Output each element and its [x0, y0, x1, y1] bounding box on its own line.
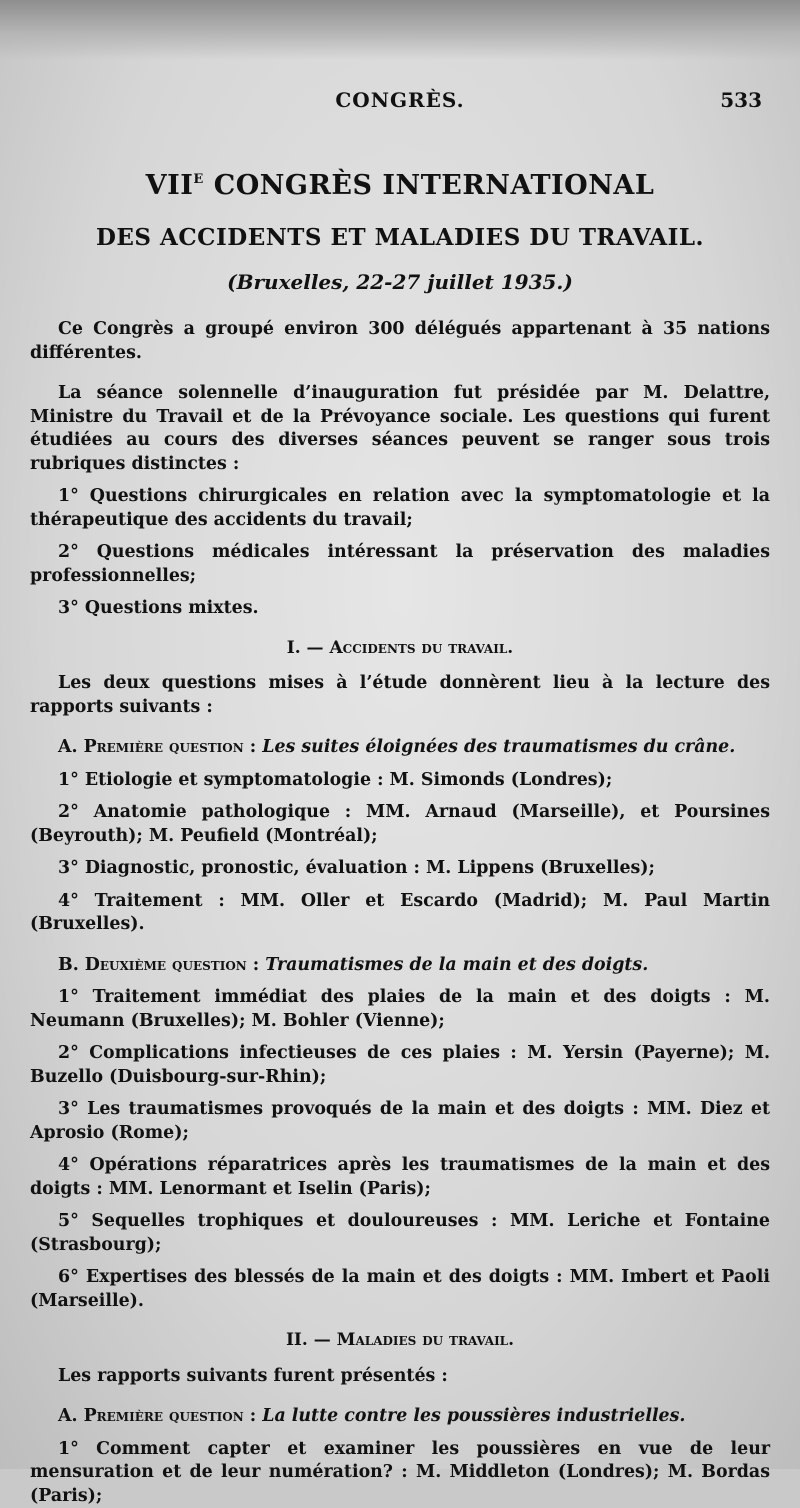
report-item: 1° Comment capter et examiner les poussières en vue de leur mensuration et de leur numération? : M. Middleton (Londres); M. Bordas (Paris); — [30, 1438, 770, 1508]
question-label: A. Première question : — [58, 737, 256, 757]
report-item: 2° Complications infectieuses de ces plaies : M. Yersin (Payerne); M. Buzello (Duisbourg-sur-Rhin); — [30, 1042, 770, 1089]
rubric-item: 1° Questions chirurgicales en relation avec la symptomatologie et la thérapeutique des accidents du travail; — [30, 485, 770, 532]
report-item: 4° Opérations réparatrices après les traumatismes de la main et des doigts : MM. Lenormant et Iselin (Paris); — [30, 1154, 770, 1201]
article-body — [30, 318, 770, 1508]
section-lead: Les rapports suivants furent présentés : — [30, 1365, 770, 1389]
intro-paragraph: La séance solennelle d’inauguration fut présidée par M. Delattre, Ministre du Travail et de la Prévoyance sociale. Les questions qui furent étudiées au cours des diverses séances peuvent se ranger sous trois rubriques distinctes : — [30, 382, 770, 476]
section-lead: Les deux questions mises à l’étude donnèrent lieu à la lecture des rapports suivants : — [30, 672, 770, 719]
report-item: 5° Sequelles trophiques et douloureuses : MM. Leriche et Fontaine (Strasbourg); — [30, 1210, 770, 1257]
section-title: Maladies du travail. — [337, 1330, 514, 1350]
roman-superscript: E — [193, 172, 203, 187]
report-item: 3° Diagnostic, pronostic, évaluation : M. Lippens (Bruxelles); — [30, 857, 770, 881]
question-label: B. Deuxième question : — [58, 955, 259, 975]
report-item: 6° Expertises des blessés de la main et des doigts : MM. Imbert et Paoli (Marseille). — [30, 1266, 770, 1313]
report-item: 1° Etiologie et symptomatologie : M. Simonds (Londres); — [30, 769, 770, 793]
article-title — [0, 170, 800, 201]
question-title: Traumatismes de la main et des doigts. — [265, 955, 648, 975]
title-line-1: CONGRÈS INTERNATIONAL — [214, 170, 655, 201]
report-item: 2° Anatomie pathologique : MM. Arnaud (Marseille), et Poursines (Beyrouth); M. Peufield (Montréal); — [30, 801, 770, 848]
page-header — [0, 84, 800, 120]
report-item: 3° Les traumatismes provoqués de la main et des doigts : MM. Diez et Aprosio (Rome); — [30, 1098, 770, 1145]
rubric-item: 2° Questions médicales intéressant la préservation des maladies professionnelles; — [30, 541, 770, 588]
dateline: (Bruxelles, 22-27 juillet 1935.) — [0, 270, 800, 294]
question-title: Les suites éloignées des traumatismes du crâne. — [262, 737, 735, 757]
section-number: II. — — [286, 1330, 331, 1350]
question-label: A. Première question : — [58, 1406, 256, 1426]
section-heading-1 — [30, 637, 770, 661]
rubric-item: 3° Questions mixtes. — [30, 597, 770, 621]
section-heading-2 — [30, 1329, 770, 1353]
scan-shadow — [0, 0, 800, 60]
intro-paragraph: Ce Congrès a groupé environ 300 délégués appartenant à 35 nations différentes. — [30, 318, 770, 365]
question-heading — [30, 954, 770, 978]
question-heading — [30, 736, 770, 760]
page-number: 533 — [720, 88, 762, 112]
question-title: La lutte contre les poussières industrielles. — [262, 1406, 685, 1426]
section-number: I. — — [287, 638, 324, 658]
running-title: CONGRÈS. — [0, 88, 800, 112]
question-heading — [30, 1405, 770, 1429]
article-subtitle: DES ACCIDENTS ET MALADIES DU TRAVAIL. — [0, 224, 800, 251]
roman-numeral: VII — [146, 170, 194, 201]
report-item: 1° Traitement immédiat des plaies de la main et des doigts : M. Neumann (Bruxelles); M. Bohler (Vienne); — [30, 986, 770, 1033]
section-title: Accidents du travail. — [329, 638, 513, 658]
report-item: 4° Traitement : MM. Oller et Escardo (Madrid); M. Paul Martin (Bruxelles). — [30, 890, 770, 937]
